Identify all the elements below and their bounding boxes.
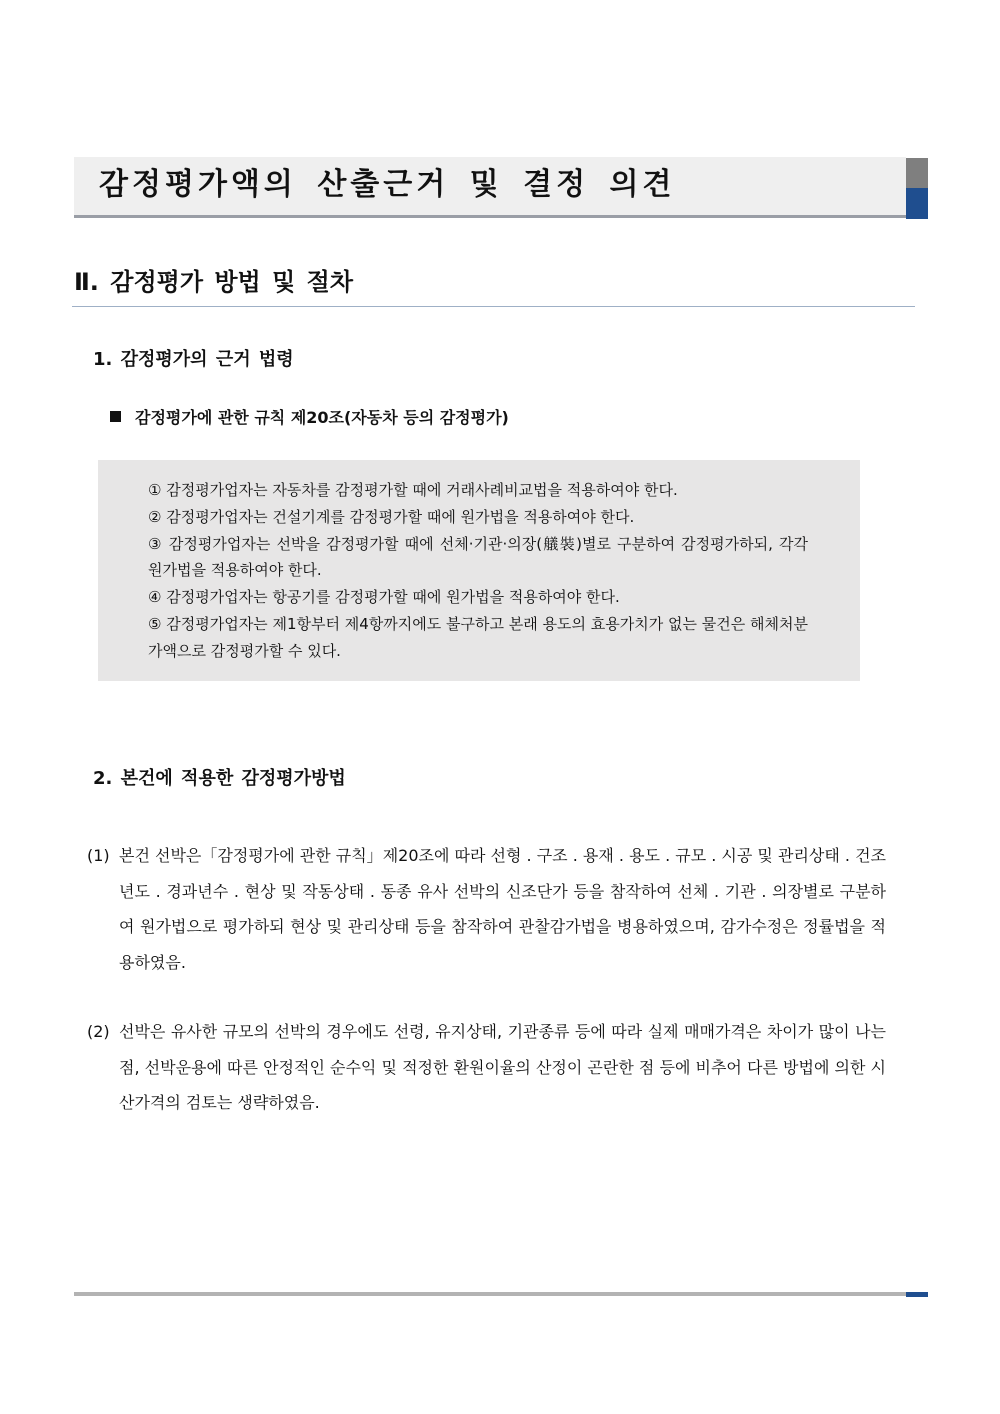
paragraph-2-number: (2)	[87, 1022, 110, 1041]
title-accent-blue-block	[906, 188, 928, 219]
footer-rule	[74, 1292, 906, 1296]
rule-item-2: ② 감정평가업자는 건설기계를 감정평가할 때에 원가법을 적용하여야 한다.	[148, 507, 635, 526]
title-banner-underline	[74, 215, 906, 218]
rule-text	[148, 477, 808, 665]
subsection-2-heading: 2. 본건에 적용한 감정평가방법	[93, 768, 346, 789]
paragraph-2	[87, 1014, 886, 1121]
paragraph-1-text: 본건 선박은「감정평가에 관한 규칙」제20조에 따라 선형 . 구조 . 용재 . 용도 . 규모 . 시공 및 관리상태 . 건조년도 . 경과년수 . 현상 및 작동상태 . 동종 유사 선박의 신조단가 등을 참작하여 선체 . 기관 . 의장별로 구분하여 원가법으로 평가하되 현상 및 관리상태 등을 참작하여 관찰감가법을 병용하였으며, 감가수정은 정률법을 적용하였음.	[119, 846, 886, 972]
title-accent-gray-block	[906, 158, 928, 188]
rule-item-1: ① 감정평가업자는 자동차를 감정평가할 때에 거래사례비교법을 적용하여야 한다.	[148, 481, 678, 499]
rule-item-3: ③ 감정평가업자는 선박을 감정평가할 때에 선체·기관·의장(艤裝)별로 구분하여 감정평가하되, 각각 원가법을 적용하여야 한다.	[148, 534, 808, 580]
footer-accent-blue	[906, 1292, 928, 1297]
paragraph-1	[87, 838, 886, 980]
rule-heading-text: 감정평가에 관한 규칙 제20조(자동차 등의 감정평가)	[135, 408, 509, 427]
rule-item-5: ⑤ 감정평가업자는 제1항부터 제4항까지에도 불구하고 본래 용도의 효용가치가 없는 물건은 해체처분가액으로 감정평가할 수 있다.	[148, 614, 808, 660]
square-bullet-icon	[110, 411, 121, 422]
subsection-1-heading: 1. 감정평가의 근거 법령	[93, 349, 294, 370]
section-title: Ⅱ. 감정평가 방법 및 절차	[74, 268, 354, 296]
document-title: 감정평가액의 산출근거 및 결정 의견	[99, 167, 676, 202]
paragraph-1-number: (1)	[87, 846, 110, 865]
rule-heading	[110, 405, 509, 431]
rule-item-4: ④ 감정평가업자는 항공기를 감정평가할 때에 원가법을 적용하여야 한다.	[148, 588, 620, 607]
section-divider	[72, 306, 915, 307]
paragraph-2-text: 선박은 유사한 규모의 선박의 경우에도 선령, 유지상태, 기관종류 등에 따라 실제 매매가격은 차이가 많이 나는 점, 선박운용에 따른 안정적인 순수익 및 적정한 환원이율의 산정이 곤란한 점 등에 비추어 다른 방법에 의한 시산가격의 검토는 생략하였음.	[119, 1022, 886, 1112]
